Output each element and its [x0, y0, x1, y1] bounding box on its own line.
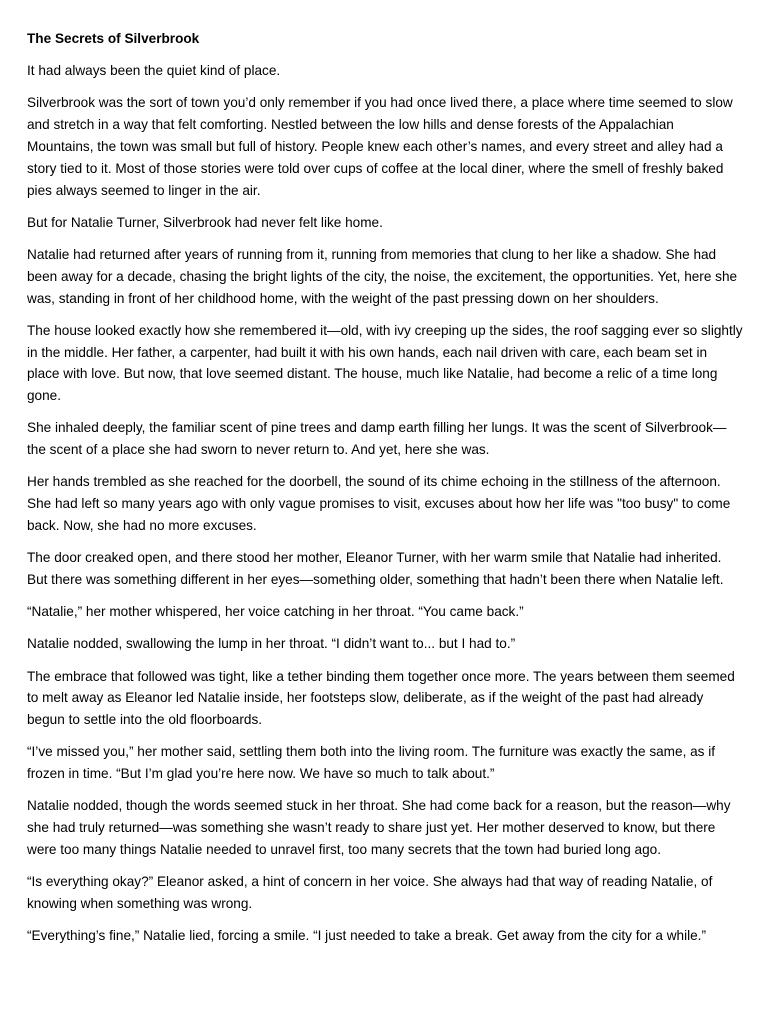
paragraph: But for Natalie Turner, Silverbrook had never felt like home.: [27, 214, 383, 230]
paragraph: “Natalie,” her mother whispered, her voice catching in her throat. “You came back.”: [27, 604, 524, 620]
document-title: The Secrets of Silverbrook: [27, 31, 200, 46]
paragraph: The house looked exactly how she remembered it—old, with ivy creeping up the sides, the roof sagging ever so slightly in the middle. Her father, a carpenter, had built it with his own hands, each nail driven with care, each beam set in place with love. But now, that love seemed distant. The house, much like Natalie, had become a relic of a time long gone.: [27, 322, 743, 404]
document-page: [27, 28, 743, 957]
paragraph: It had always been the quiet kind of place.: [27, 63, 281, 79]
paragraph: She inhaled deeply, the familiar scent of pine trees and damp earth filling her lungs. It was the scent of Silverbrook—the scent of a place she had sworn to never return to. And yet, here she was.: [27, 420, 727, 458]
paragraph: Natalie nodded, swallowing the lump in her throat. “I didn’t want to... but I had to.”: [27, 636, 516, 652]
paragraph: “I’ve missed you,” her mother said, settling them both into the living room. The furniture was exactly the same, as if frozen in time. “But I’m glad you’re here now. We have so much to talk about.”: [27, 744, 716, 782]
paragraph: The door creaked open, and there stood her mother, Eleanor Turner, with her warm smile that Natalie had inherited. But there was something different in her eyes—something older, something that hadn’t been there when Natalie left.: [27, 550, 724, 587]
paragraph: Silverbrook was the sort of town you’d only remember if you had once lived there, a place where time seemed to slow and stretch in a way that felt comforting. Nestled between the low hills and dense forests of the Appalachian Mountains, the town was small but full of history. People knew each other’s names, and every street and alley had a story tied to it. Most of those stories were told over cups of coffee at the local diner, where the smell of freshly baked pies always seemed to linger in the air.: [27, 95, 733, 198]
paragraph: Her hands trembled as she reached for the doorbell, the sound of its chime echoing in the stillness of the afternoon. She had left so many years ago with only vague promises to visit, excuses about how her life was "too busy" to come back. Now, she had no more excuses.: [27, 474, 731, 533]
paragraph: Natalie nodded, though the words seemed stuck in her throat. She had come back for a reason, but the reason—why she had truly returned—was something she wasn’t ready to share just yet. Her mother deserved to know, but there were too many things Natalie needed to unravel first, too many secrets that the town had buried long ago.: [27, 798, 731, 857]
paragraph: The embrace that followed was tight, like a tether binding them together once more. The years between them seemed to melt away as Eleanor led Natalie inside, her footsteps slow, deliberate, as if the weight of the past had already begun to settle into the old floorboards.: [27, 668, 735, 728]
paragraph: Natalie had returned after years of running from it, running from memories that clung to her like a shadow. She had been away for a decade, chasing the bright lights of the city, the noise, the excitement, the opportunities. Yet, here she was, standing in front of her childhood home, with the weight of the past pressing down on her shoulders.: [27, 247, 738, 306]
paragraph: “Everything’s fine,” Natalie lied, forcing a smile. “I just needed to take a break. Get away from the city for a while.”: [27, 928, 706, 944]
paragraph: “Is everything okay?” Eleanor asked, a hint of concern in her voice. She always had that way of reading Natalie, of knowing when something was wrong.: [27, 874, 713, 911]
